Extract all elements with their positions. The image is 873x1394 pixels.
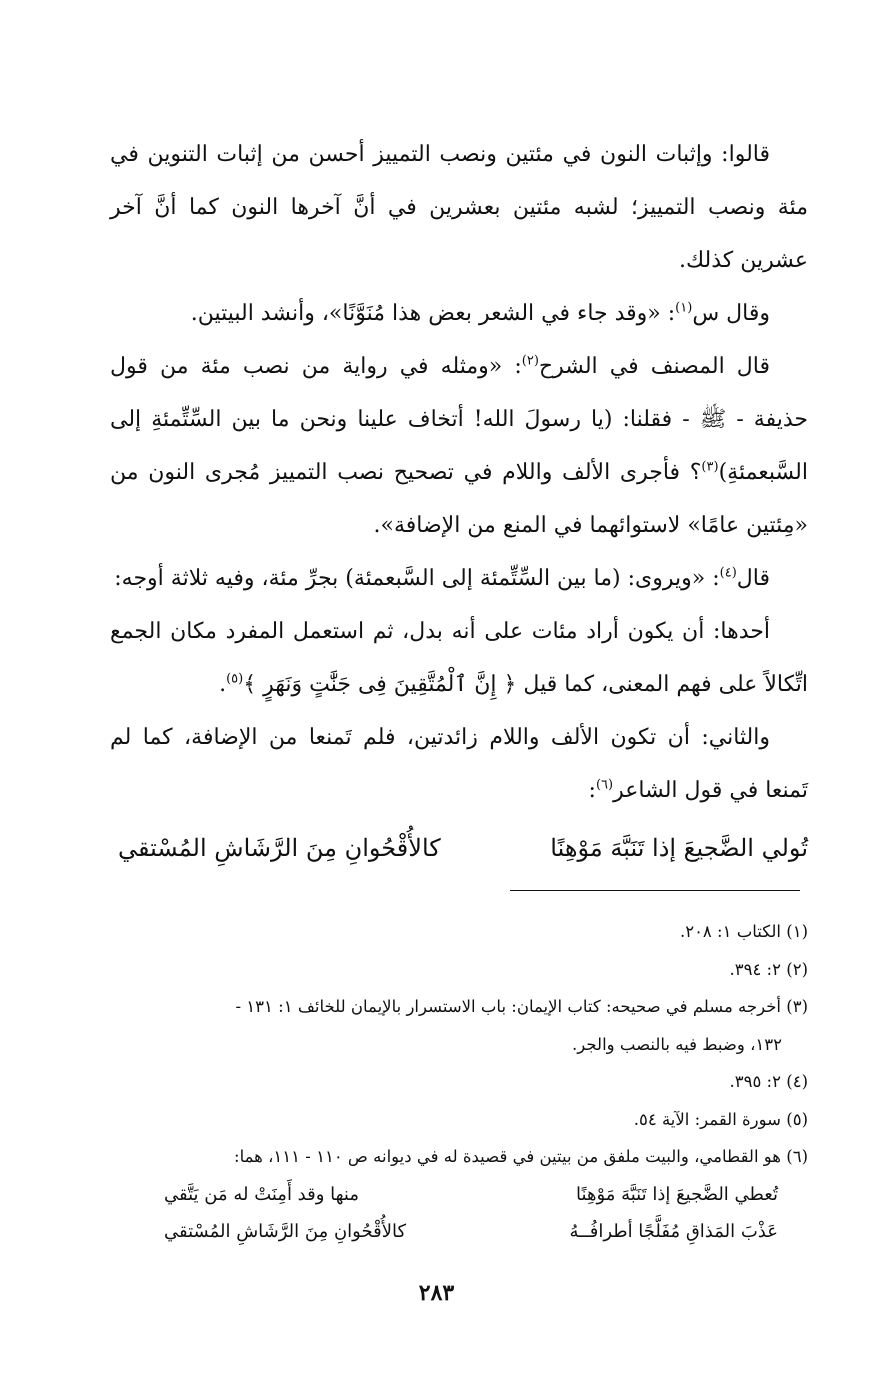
- footnote-1: (١) الكتاب ١: ٢٠٨.: [679, 922, 808, 941]
- paragraph-1: قالوا: وإثبات النون في مئتين ونصب التمييز أحسن من إثبات التنوين في مئة ونصب التمييز؛ لشبه مئتين بعشرين في أنَّ آخرها النون كما أنَّ آخر عشرين كذلك.: [110, 142, 808, 273]
- footnote-ref: (٣): [701, 459, 719, 475]
- footnote-ref: (٥): [226, 671, 244, 687]
- footnote-3-continued: ١٣٢، وضبط فيه بالنصب والجر.: [572, 1034, 782, 1054]
- page-number: ٢٨٣: [418, 1280, 455, 1306]
- footnote-3: (٣) أخرجه مسلم في صحيحه: كتاب الإيمان: باب الاستسرار بالإيمان للخائف ١: ١٣١ -: [235, 997, 808, 1016]
- footnote-6: (٦) هو القطامي، والبيت ملفق من بيتين في قصيدة له في ديوانه ص ١١٠ - ١١١، هما:: [234, 1147, 808, 1166]
- footnote-2: (٢) ٢: ٣٩٤.: [729, 959, 808, 979]
- paragraph-3: قال المصنف في الشرح$^{(٢)}$: «ومثله في رواية من نصب مئة من قول حذيفة - ﷺ - فقلنا: (يا رسولَ الله! أتخاف علينا ونحن ما بين السِّتِّمئةِ إلى السَّبعمئةِ)$^{(٣)}$؟ فأجرى الألف واللام في تصحيح نصب التمييز مُجرى النون من «مِئتين عامًا» لاستوائهما في المنع من الإضافة».: [110, 353, 809, 538]
- footnote-ref: (٦): [595, 777, 614, 793]
- footnote-ref: (٤): [719, 565, 737, 581]
- footnote-4: (٤) ٢: ٣٩٥.: [729, 1072, 808, 1091]
- verse-hemistich-1: تُولي الضَّجيعَ إذا تَنَبَّهَ مَوْهِنًا: [550, 834, 808, 862]
- footnote-ref: (١): [675, 300, 693, 316]
- paragraph-2: وقال س$^{(١)}$: «وقد جاء في الشعر بعض هذا مُنَوَّنًا»، وأنشد البيتين.: [190, 300, 770, 326]
- footnote-ref: (٢): [521, 353, 539, 369]
- main-text: [110, 128, 808, 817]
- verse-hemistich-2: كالأُقْحُوانِ مِنَ الرَّشَاشِ المُسْتقي: [118, 834, 441, 862]
- paragraph-4: قال$^{(٤)}$: «ويروى: (ما بين السِّتِّمئة إلى السَّبعمئة) بجرِّ مئة، وفيه ثلاثة أوجه:: [114, 565, 770, 591]
- footnotes: [112, 913, 808, 1251]
- footnote-separator: [510, 890, 800, 891]
- footnote-5: (٥) سورة القمر: الآية ٥٤.: [633, 1109, 808, 1129]
- paragraph-6: والثاني: أن تكون الألف واللام زائدتين، فلم تَمنعا من الإضافة، كما لم تَمنعا في قول الشاعر$^{(٦)}$:: [110, 725, 808, 803]
- footnote-verse-2: عَذْبَ المَذاقِ مُفَلَّجًا أطرافُــهُ كالأُقْحُوانِ مِنَ الرَّشَاشِ المُسْتقي: [164, 1221, 778, 1242]
- footnote-verse-1: تُعطي الضَّجيعَ إذا تَنَبَّهَ مَوْهِنًا منها وقد أَمِنَتْ له مَن يَتَّقي: [164, 1183, 778, 1205]
- paragraph-5: أحدها: أن يكون أراد مئات على أنه بدل، ثم استعمل المفرد مكان الجمع اتِّكالاً على فهم المعنى، كما قيل ﴿ إِنَّ ٱلْمُتَّقِينَ فِى جَنَّٰتٍ وَنَهَرٍ ﴾$^{(٥)}$.: [110, 619, 808, 697]
- poetry-verse: [118, 826, 808, 870]
